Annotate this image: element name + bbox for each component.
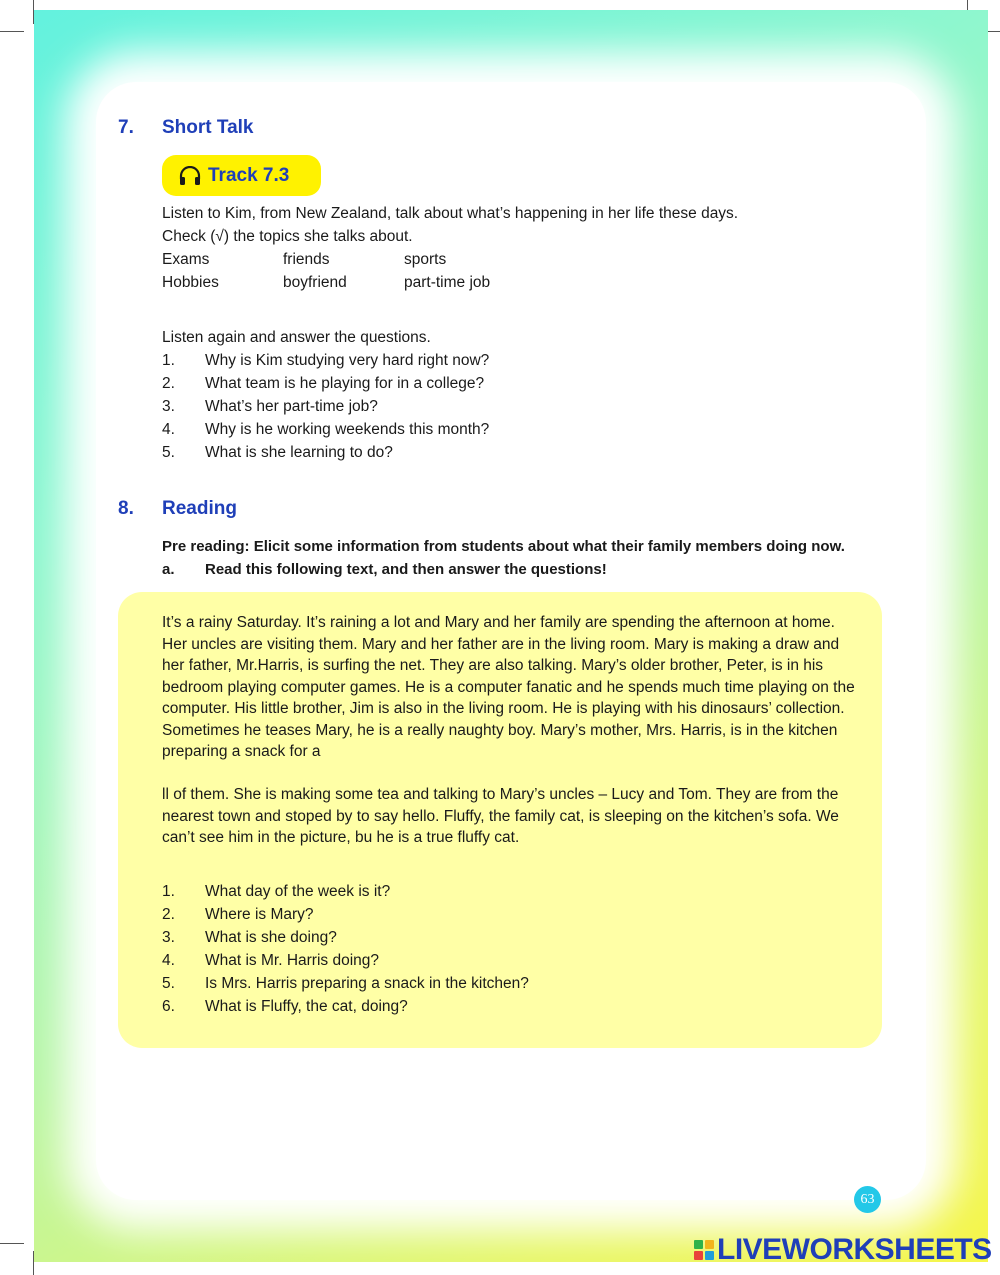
- question-text: What team is he playing for in a college?: [205, 375, 485, 392]
- question-number: 2.: [162, 375, 175, 392]
- brand-name: LIVEWORKSHEETS: [717, 1233, 992, 1266]
- audio-track-button[interactable]: [162, 155, 321, 196]
- question-text: Where is Mary?: [205, 906, 314, 923]
- question-item: [162, 926, 529, 949]
- section-7-heading: [118, 117, 254, 139]
- question-item: [162, 995, 529, 1018]
- question-text: Why is Kim studying very hard right now?: [205, 352, 490, 369]
- question-item: [162, 880, 529, 903]
- text-line: nearest town and stoped by to say hello. Fluffy, the family cat, is sleeping on the kitchen’s sofa. We: [162, 807, 839, 825]
- question-text: Is Mrs. Harris preparing a snack in the kitchen?: [205, 975, 529, 992]
- liveworksheets-logo[interactable]: [694, 1233, 992, 1266]
- question-item: [162, 418, 489, 441]
- instruction-text: Listen to Kim, from New Zealand, talk about what’s happening in her life these days.: [162, 205, 739, 222]
- question-number: 6.: [162, 998, 175, 1015]
- crop-mark: [0, 31, 24, 32]
- section-number: 8.: [118, 498, 134, 519]
- question-number: 5.: [162, 975, 175, 992]
- pre-reading-text: Pre reading: Elicit some information from students about what their family members doing now.: [162, 538, 845, 555]
- topic-row: [162, 248, 555, 271]
- question-item: [162, 395, 489, 418]
- question-item: [162, 903, 529, 926]
- question-text: What’s her part-time job?: [205, 398, 378, 415]
- question-number: 3.: [162, 398, 175, 415]
- section-8-heading: [118, 498, 237, 520]
- section-number: 7.: [118, 117, 134, 138]
- topic-option[interactable]: Hobbies: [162, 274, 219, 291]
- question-item: [162, 972, 529, 995]
- topic-row: [162, 271, 555, 294]
- task-text: Read this following text, and then answer the questions!: [205, 561, 607, 578]
- reading-questions: [162, 880, 529, 1018]
- listening-questions: [162, 349, 489, 464]
- section-title: Reading: [162, 498, 237, 519]
- question-item: [162, 441, 489, 464]
- topic-option[interactable]: boyfriend: [283, 274, 347, 291]
- question-number: 5.: [162, 444, 175, 461]
- text-line: It’s a rainy Saturday. It’s raining a lot and Mary and her family are spending the afternoon at home.: [162, 614, 835, 631]
- text-line: can’t see him in the picture, bu he is a true fluffy cat.: [162, 829, 520, 846]
- topic-option[interactable]: sports: [404, 251, 447, 268]
- question-number: 3.: [162, 929, 175, 946]
- text-line: Her uncles are visiting them. Mary and her father are in the living room. Mary is making a draw and: [162, 635, 840, 653]
- topic-option[interactable]: part-time job: [404, 274, 491, 291]
- listen-again-instruction: Listen again and answer the questions.: [162, 329, 431, 346]
- text-line: computer. His little brother, Jim is also in the living room. He is playing with his dinosaurs’ collection.: [162, 700, 845, 717]
- text-line: bedroom playing computer games. He is a computer fanatic and he spends much time playing on the: [162, 678, 855, 696]
- reading-paragraph-1: [162, 612, 882, 763]
- question-text: What is Mr. Harris doing?: [205, 952, 379, 969]
- question-text: What is Fluffy, the cat, doing?: [205, 998, 408, 1015]
- task-letter: a.: [162, 561, 175, 578]
- question-number: 4.: [162, 952, 175, 969]
- question-item: [162, 372, 489, 395]
- text-line: her father, Mr.Harris, is surfing the net. They are also talking. Mary’s older brother, Peter, is in his: [162, 657, 824, 674]
- topic-checklist: [162, 248, 555, 294]
- text-line: Sometimes he teases Mary, he is a really naughty boy. Mary’s mother, Mrs. Harris, is in the kitchen: [162, 721, 838, 739]
- question-number: 2.: [162, 906, 175, 923]
- page-number-badge: 63: [854, 1186, 881, 1213]
- reading-paragraph-2: [162, 784, 882, 849]
- logo-blocks-icon: [694, 1240, 714, 1260]
- question-number: 4.: [162, 421, 175, 438]
- topic-option[interactable]: Exams: [162, 251, 210, 268]
- question-text: What is she doing?: [205, 929, 337, 946]
- text-line: preparing a snack for a: [162, 743, 321, 760]
- question-number: 1.: [162, 883, 175, 900]
- task-item: [162, 558, 607, 581]
- question-item: [162, 349, 489, 372]
- track-label: Track 7.3: [208, 164, 290, 186]
- crop-mark: [0, 1243, 24, 1244]
- headphones-icon: [178, 166, 202, 186]
- topic-option[interactable]: friends: [283, 251, 330, 268]
- text-line: ll of them. She is making some tea and talking to Mary’s uncles – Lucy and Tom. They are from the: [162, 786, 839, 803]
- question-text: Why is he working weekends this month?: [205, 421, 490, 438]
- reading-task: [162, 558, 607, 581]
- question-text: What is she learning to do?: [205, 444, 393, 461]
- section-title: Short Talk: [162, 117, 254, 138]
- instruction-text: Check (√) the topics she talks about.: [162, 228, 413, 245]
- question-item: [162, 949, 529, 972]
- question-number: 1.: [162, 352, 175, 369]
- question-text: What day of the week is it?: [205, 883, 391, 900]
